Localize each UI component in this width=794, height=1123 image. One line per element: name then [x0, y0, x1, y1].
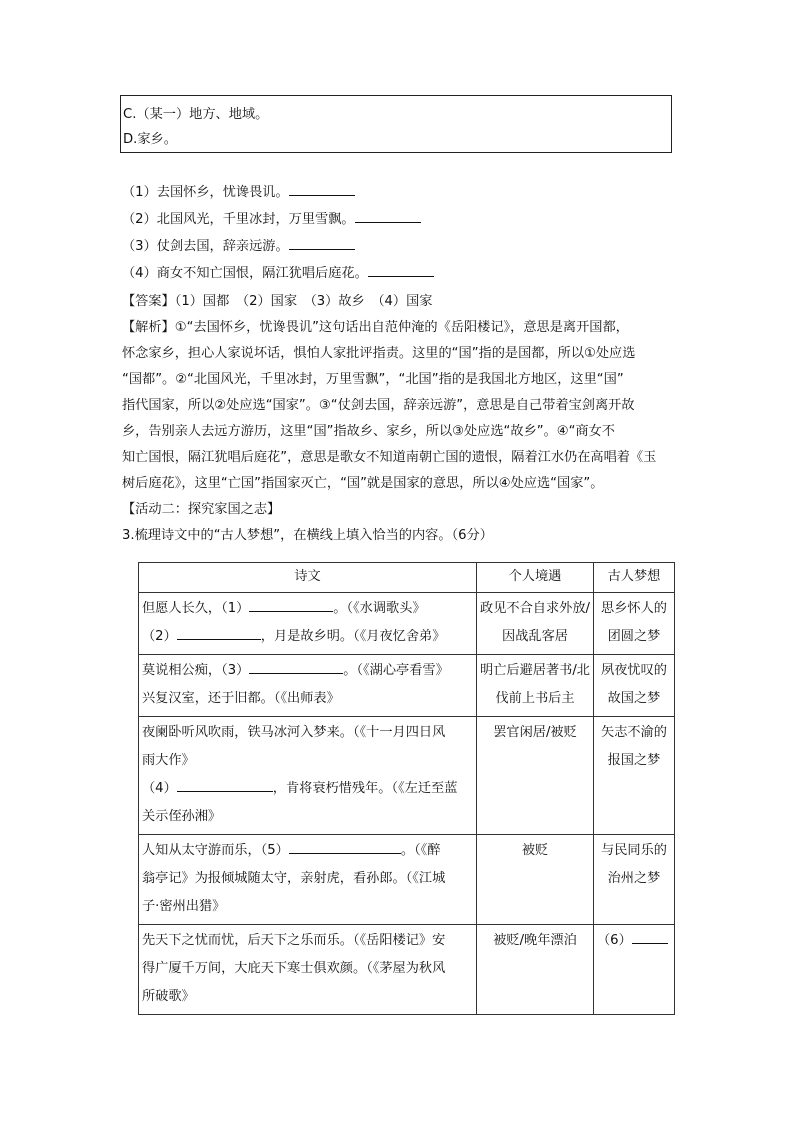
analysis-line: 指代国家，所以②处应选“国家”。③“仗剑去国，辞亲远游”，意思是自己带着宝剑离开故	[122, 398, 635, 413]
analysis-line: 知亡国恨，隔江犹唱后庭花”，意思是歌女不知道南朝亡国的遗恨，隔着江水仍在高唱着《玉	[122, 450, 657, 465]
answer-blank[interactable]	[355, 209, 421, 223]
answer-blank[interactable]	[289, 236, 355, 250]
answer-blank[interactable]	[632, 930, 668, 944]
dream-cell: 夙夜忧叹的故国之梦	[594, 655, 675, 717]
answer-label: 【答案】	[122, 294, 175, 309]
dream-cell: （6）	[594, 925, 675, 1015]
poem-cell: 但愿人长久，（1） 。（《水调歌头》 （2） ，月是故乡明。（《月夜忆舍弟》	[139, 593, 477, 655]
option-c: C.（某一）地方、地域。	[123, 107, 269, 122]
situation-cell: 明亡后避居著书/北伐前上书后主	[477, 655, 594, 717]
question-3-prompt: 3.梳理诗文中的“古人梦想”，在横线上填入恰当的内容。（6分）	[122, 528, 493, 543]
analysis-line: 乡，告别亲人去远方游历，这里“国”指故乡、家乡，所以③处应选“故乡”。④“商女不	[122, 424, 615, 439]
analysis-block	[122, 315, 682, 549]
header-dream: 古人梦想	[594, 563, 675, 593]
poem-cell: 先天下之忧而忧，后天下之乐而乐。（《岳阳楼记》安 得广厦千万间，大庇天下寒士俱欢颜。（《茅屋为秋风 所破歌》	[139, 925, 477, 1015]
situation-cell: 被贬/晚年漂泊	[477, 925, 594, 1015]
option-d: D.家乡。	[123, 132, 177, 147]
answer-line	[122, 289, 432, 315]
answer-blank[interactable]	[177, 778, 273, 792]
situation-cell: 被贬	[477, 835, 594, 925]
analysis-line: 【解析】①“去国怀乡，忧谗畏讥”这句话出自范仲淹的《岳阳楼记》，意思是离开国都，	[122, 320, 629, 335]
answer-blank[interactable]	[249, 598, 333, 612]
answer-text: （1）国都 （2）国家 （3）故乡 （4）国家	[174, 294, 433, 309]
table-row	[139, 655, 675, 717]
table-header-row	[139, 563, 675, 593]
table-row	[139, 593, 675, 655]
table-row	[139, 717, 675, 835]
poem-cell: 人知从太守游而乐，（5） 。（《醉 翁亭记》为报倾城随太守，亲射虎，看孙郎。（《江城 子·密州出猎》	[139, 835, 477, 925]
analysis-line: 树后庭花》，这里“亡国”指国家灭亡，“国”就是国家的意思，所以④处应选“国家”。	[122, 476, 604, 491]
header-poem: 诗文	[139, 563, 477, 593]
situation-cell: 政见不合自求外放/因战乱客居	[477, 593, 594, 655]
options-box	[120, 95, 672, 153]
question-2: （2）北国风光，千里冰封，万里雪飘。	[122, 207, 421, 233]
answer-blank[interactable]	[177, 626, 261, 640]
table-row	[139, 835, 675, 925]
answer-blank[interactable]	[289, 840, 401, 854]
dream-cell: 与民同乐的治州之梦	[594, 835, 675, 925]
question-3: （3）仗剑去国，辞亲远游。	[122, 234, 355, 260]
table-row	[139, 925, 675, 1015]
situation-cell: 罢官闲居/被贬	[477, 717, 594, 835]
header-situation: 个人境遇	[477, 563, 594, 593]
question-1: （1）去国怀乡，忧谗畏讥。	[122, 180, 355, 206]
dream-table	[138, 562, 675, 1015]
answer-blank[interactable]	[289, 182, 355, 196]
analysis-line: 怀念家乡，担心人家说坏话，惧怕人家批评指责。这里的“国”指的是国都，所以①处应选	[122, 346, 636, 361]
poem-cell: 莫说相公痴，（3） 。（《湖心亭看雪》 兴复汉室，还于旧都。（《出师表》	[139, 655, 477, 717]
dream-cell: 矢志不渝的报国之梦	[594, 717, 675, 835]
analysis-label: 【解析】	[122, 320, 175, 335]
activity-title: 【活动二：探究家国之志】	[122, 502, 281, 517]
answer-blank[interactable]	[249, 660, 343, 674]
analysis-line: “国都”。②“北国风光，千里冰封，万里雪飘”，“北国”指的是我国北方地区，这里“国”	[122, 372, 624, 387]
dream-cell: 思乡怀人的团圆之梦	[594, 593, 675, 655]
answer-blank[interactable]	[368, 263, 434, 277]
poem-cell: 夜阑卧听风吹雨，铁马冰河入梦来。（《十一月四日风 雨大作》 （4） ，肯将衰朽惜残年。（《左迁至蓝 关示侄孙湘》	[139, 717, 477, 835]
question-4: （4）商女不知亡国恨，隔江犹唱后庭花。	[122, 261, 434, 287]
